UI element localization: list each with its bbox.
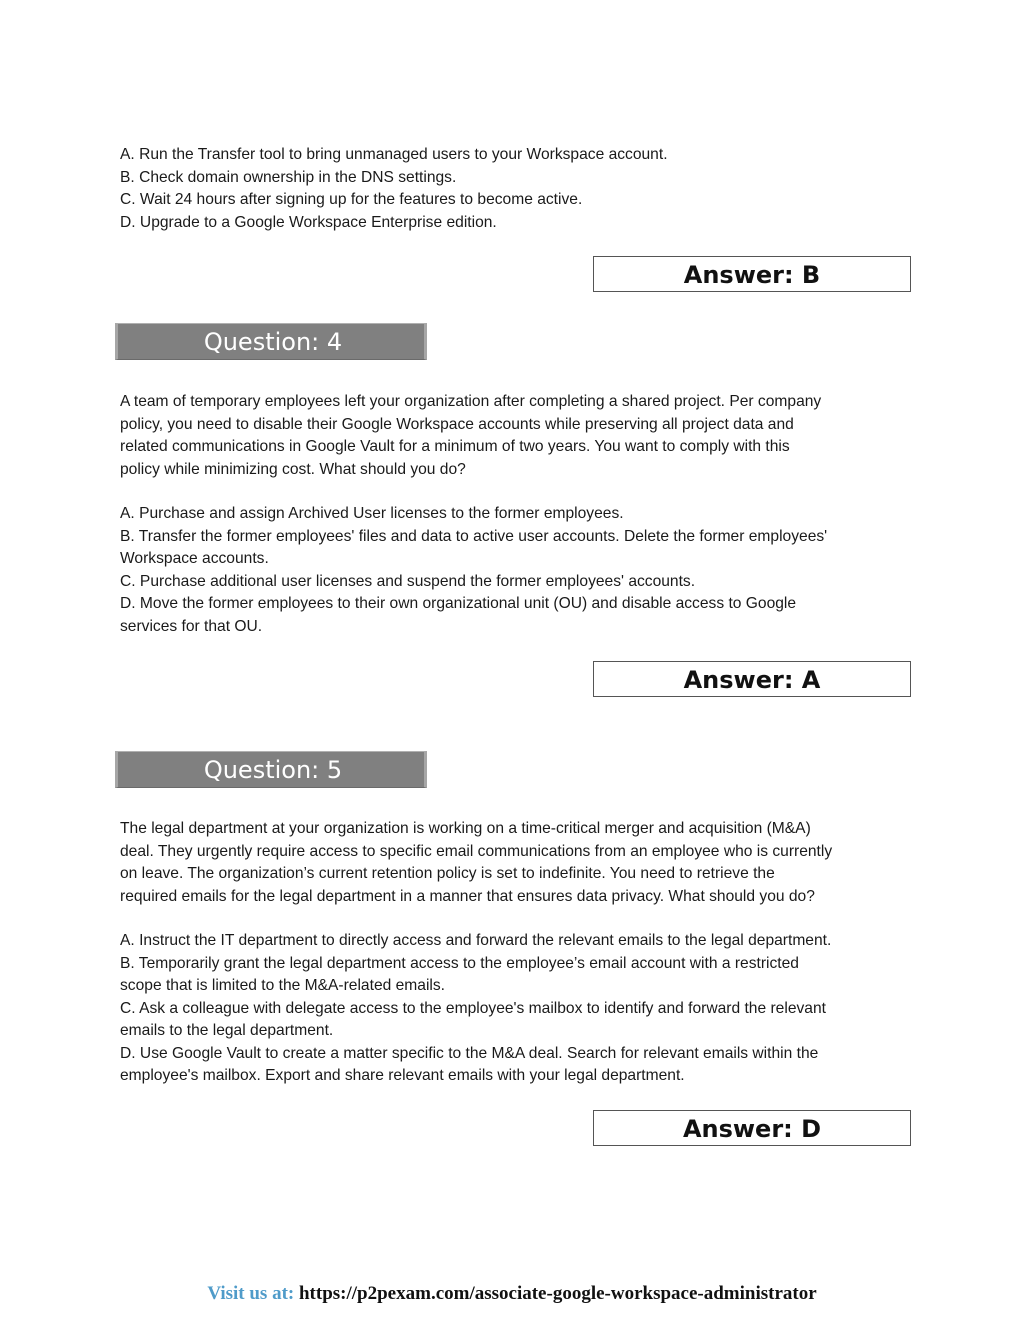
footer [0, 1282, 1024, 1306]
q5-question-line: The legal department at your organization is working on a time-critical merger and acquisition (M&A) [120, 820, 811, 837]
footer-url-link[interactable]: https://p2pexam.com/associate-google-workspace-administrator [298, 1283, 817, 1304]
q5-question-line: required emails for the legal department in a manner that ensures data privacy. What should you do? [120, 887, 815, 905]
q4-question-line: policy while minimizing cost. What should you do? [120, 460, 466, 478]
q5-title-banner [115, 751, 427, 788]
q4-option-line: Workspace accounts. [120, 550, 269, 567]
q4-title: Question: 4 [203, 328, 343, 356]
q4-option-line: D. Move the former employees to their own organizational unit (OU) and disable access to Google [120, 595, 797, 612]
q5-question-line: deal. They urgently require access to specific email communications from an employee who is currently [120, 842, 833, 860]
q4-option-line: services for that OU. [120, 617, 263, 635]
q3-answer-box: Answer: B [593, 256, 911, 292]
q4-question-text [120, 391, 910, 481]
q4-option-line: A. Purchase and assign Archived User licenses to the former employees. [120, 505, 624, 522]
q5-question-text [120, 818, 910, 908]
footer-lead: Visit us at: [207, 1283, 295, 1304]
q5-option-line: scope that is limited to the M&A-related emails. [120, 977, 446, 994]
q5-title: Question: 5 [203, 756, 343, 784]
q5-option-line: D. Use Google Vault to create a matter specific to the M&A deal. Search for relevant emails within the [120, 1044, 819, 1062]
q5-option-line: B. Temporarily grant the legal department access to the employee’s email account with a restricted [120, 954, 799, 972]
q4-option-line: B. Transfer the former employees' files and data to active user accounts. Delete the former employees' [120, 527, 828, 545]
q4-question-line: related communications in Google Vault for a minimum of two years. You want to comply with this [120, 438, 790, 455]
q3-option-b: B. Check domain ownership in the DNS settings. [120, 168, 457, 186]
q3-option-a: A. Run the Transfer tool to bring unmanaged users to your Workspace account. [120, 146, 668, 163]
q3-option-c: C. Wait 24 hours after signing up for the features to become active. [120, 191, 583, 208]
q5-question-line: on leave. The organization’s current retention policy is set to indefinite. You need to retrieve the [120, 865, 775, 882]
q4-options [120, 503, 910, 638]
q5-option-line: C. Ask a colleague with delegate access to the employee's mailbox to identify and forward the relevant [120, 999, 826, 1017]
q5-option-line: emails to the legal department. [120, 1022, 334, 1039]
q4-question-line: A team of temporary employees left your organization after completing a shared project. Per company [120, 393, 822, 410]
q4-title-banner [115, 323, 427, 360]
q3-option-d: D. Upgrade to a Google Workspace Enterprise edition. [120, 213, 497, 231]
q5-option-line: employee's mailbox. Export and share relevant emails with your legal department. [120, 1067, 685, 1084]
q3-options [120, 144, 910, 234]
q4-option-line: C. Purchase additional user licenses and suspend the former employees' accounts. [120, 572, 696, 590]
q4-answer-box: Answer: A [593, 661, 911, 697]
q5-option-line: A. Instruct the IT department to directly access and forward the relevant emails to the legal department. [120, 932, 832, 949]
q5-options [120, 930, 910, 1088]
q5-answer-box: Answer: D [593, 1110, 911, 1146]
q4-question-line: policy, you need to disable their Google Workspace accounts while preserving all project data and [120, 415, 794, 433]
